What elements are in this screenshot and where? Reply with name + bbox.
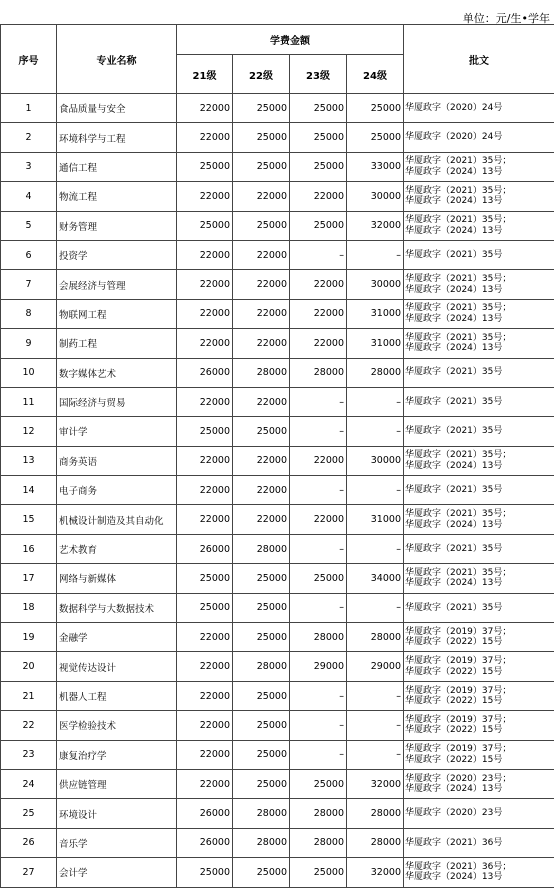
fee-22: 28000 — [233, 534, 290, 563]
approval-doc: 华厦政字（2019）37号； — [405, 715, 554, 726]
approval-doc: 华厦政字（2024）13号 — [405, 196, 554, 207]
approval-doc: 华厦政字（2019）37号； — [405, 627, 554, 638]
table-row — [1, 329, 554, 358]
fee-21: 25000 — [177, 593, 233, 622]
approval-cell — [404, 564, 554, 593]
row-index: 14 — [1, 476, 57, 505]
table-row — [1, 740, 554, 769]
row-index: 17 — [1, 564, 57, 593]
approval-doc: 华厦政字（2021）35号 — [405, 397, 554, 408]
fee-22: 25000 — [233, 123, 290, 152]
fee-23: 25000 — [290, 769, 347, 798]
approval-cell — [404, 769, 554, 798]
fee-24: 33000 — [347, 152, 404, 181]
approval-doc: 华厦政字（2020）24号 — [405, 103, 554, 114]
fee-22: 28000 — [233, 799, 290, 828]
approval-doc: 华厦政字（2021）35号； — [405, 156, 554, 167]
table-body — [1, 94, 554, 888]
fee-22: 22000 — [233, 270, 290, 299]
table-row — [1, 711, 554, 740]
approval-doc: 华厦政字（2021）36号 — [405, 838, 554, 849]
major-name: 音乐学 — [57, 828, 177, 857]
table-row — [1, 623, 554, 652]
approval-doc: 华厦政字（2021）35号； — [405, 509, 554, 520]
fee-24: 28000 — [347, 828, 404, 857]
fee-23: 25000 — [290, 94, 347, 123]
major-name: 物流工程 — [57, 182, 177, 211]
fee-22: 25000 — [233, 94, 290, 123]
fee-21: 22000 — [177, 299, 233, 328]
table-row — [1, 534, 554, 563]
fee-24: – — [347, 681, 404, 710]
fee-22: 22000 — [233, 476, 290, 505]
fee-22: 25000 — [233, 740, 290, 769]
major-name: 电子商务 — [57, 476, 177, 505]
fee-24: 32000 — [347, 858, 404, 887]
major-name: 环境科学与工程 — [57, 123, 177, 152]
fee-23: 25000 — [290, 858, 347, 887]
row-index: 21 — [1, 681, 57, 710]
major-name: 财务管理 — [57, 211, 177, 240]
row-index: 1 — [1, 94, 57, 123]
approval-cell — [404, 652, 554, 681]
table-row — [1, 858, 554, 887]
fee-24: 28000 — [347, 799, 404, 828]
major-name: 机器人工程 — [57, 681, 177, 710]
approval-cell — [404, 740, 554, 769]
fee-23: – — [290, 534, 347, 563]
table-row — [1, 123, 554, 152]
row-index: 4 — [1, 182, 57, 211]
fee-24: 28000 — [347, 358, 404, 387]
approval-cell — [404, 828, 554, 857]
approval-doc: 华厦政字（2024）13号 — [405, 461, 554, 472]
major-name: 制药工程 — [57, 329, 177, 358]
row-index: 25 — [1, 799, 57, 828]
fee-24: – — [347, 711, 404, 740]
row-index: 23 — [1, 740, 57, 769]
fee-21: 22000 — [177, 652, 233, 681]
approval-cell — [404, 358, 554, 387]
row-index: 3 — [1, 152, 57, 181]
fee-24: 32000 — [347, 211, 404, 240]
major-name: 供应链管理 — [57, 769, 177, 798]
fee-21: 22000 — [177, 94, 233, 123]
major-name: 食品质量与安全 — [57, 94, 177, 123]
approval-doc: 华厦政字（2021）35号 — [405, 250, 554, 261]
major-name: 商务英语 — [57, 446, 177, 475]
header-approval: 批文 — [404, 25, 554, 94]
major-name: 医学检验技术 — [57, 711, 177, 740]
approval-doc: 华厦政字（2021）35号 — [405, 367, 554, 378]
major-name: 数据科学与大数据技术 — [57, 593, 177, 622]
fee-21: 22000 — [177, 681, 233, 710]
approval-doc: 华厦政字（2020）24号 — [405, 132, 554, 143]
row-index: 12 — [1, 417, 57, 446]
row-index: 6 — [1, 240, 57, 269]
fee-21: 26000 — [177, 828, 233, 857]
fee-23: – — [290, 476, 347, 505]
fee-23: – — [290, 417, 347, 446]
approval-doc: 华厦政字（2021）35号； — [405, 303, 554, 314]
fee-22: 22000 — [233, 387, 290, 416]
fee-23: 28000 — [290, 358, 347, 387]
fee-22: 28000 — [233, 652, 290, 681]
approval-doc: 华厦政字（2024）13号 — [405, 872, 554, 883]
table-row — [1, 270, 554, 299]
fee-24: – — [347, 240, 404, 269]
fee-21: 25000 — [177, 564, 233, 593]
table-row — [1, 152, 554, 181]
approval-cell — [404, 799, 554, 828]
row-index: 19 — [1, 623, 57, 652]
approval-doc: 华厦政字（2022）15号 — [405, 755, 554, 766]
table-row — [1, 94, 554, 123]
fee-23: 25000 — [290, 211, 347, 240]
row-index: 16 — [1, 534, 57, 563]
approval-cell — [404, 858, 554, 887]
major-name: 审计学 — [57, 417, 177, 446]
header-major: 专业名称 — [57, 25, 177, 94]
fee-21: 26000 — [177, 358, 233, 387]
fee-23: – — [290, 240, 347, 269]
tuition-table — [0, 24, 554, 888]
fee-22: 25000 — [233, 858, 290, 887]
fee-22: 25000 — [233, 593, 290, 622]
fee-23: – — [290, 740, 347, 769]
fee-21: 22000 — [177, 240, 233, 269]
fee-24: – — [347, 593, 404, 622]
fee-21: 26000 — [177, 799, 233, 828]
approval-cell — [404, 211, 554, 240]
approval-cell — [404, 476, 554, 505]
header-fee-group: 学费金额 — [177, 25, 404, 55]
table-row — [1, 358, 554, 387]
fee-21: 22000 — [177, 769, 233, 798]
row-index: 8 — [1, 299, 57, 328]
fee-23: 29000 — [290, 652, 347, 681]
major-name: 会计学 — [57, 858, 177, 887]
unit-label: 单位：元/生•学年 — [463, 10, 550, 26]
fee-21: 22000 — [177, 623, 233, 652]
fee-21: 25000 — [177, 211, 233, 240]
fee-23: 28000 — [290, 828, 347, 857]
table-row — [1, 240, 554, 269]
major-name: 视觉传达设计 — [57, 652, 177, 681]
header-year-21: 21级 — [177, 55, 233, 94]
approval-doc: 华厦政字（2021）36号； — [405, 862, 554, 873]
fee-22: 25000 — [233, 152, 290, 181]
approval-doc: 华厦政字（2024）13号 — [405, 343, 554, 354]
approval-doc: 华厦政字（2024）13号 — [405, 285, 554, 296]
major-name: 环境设计 — [57, 799, 177, 828]
approval-cell — [404, 711, 554, 740]
approval-doc: 华厦政字（2021）35号 — [405, 485, 554, 496]
fee-24: – — [347, 476, 404, 505]
fee-22: 25000 — [233, 769, 290, 798]
fee-23: – — [290, 711, 347, 740]
fee-21: 25000 — [177, 152, 233, 181]
fee-24: 28000 — [347, 623, 404, 652]
major-name: 康复治疗学 — [57, 740, 177, 769]
row-index: 7 — [1, 270, 57, 299]
table-row — [1, 505, 554, 534]
fee-22: 28000 — [233, 358, 290, 387]
header-year-24: 24级 — [347, 55, 404, 94]
approval-cell — [404, 623, 554, 652]
fee-24: 34000 — [347, 564, 404, 593]
row-index: 24 — [1, 769, 57, 798]
fee-21: 25000 — [177, 858, 233, 887]
fee-23: – — [290, 387, 347, 416]
approval-doc: 华厦政字（2022）15号 — [405, 637, 554, 648]
fee-22: 22000 — [233, 240, 290, 269]
fee-24: 31000 — [347, 299, 404, 328]
fee-24: 32000 — [347, 769, 404, 798]
fee-23: 22000 — [290, 446, 347, 475]
fee-21: 26000 — [177, 534, 233, 563]
approval-cell — [404, 123, 554, 152]
approval-cell — [404, 240, 554, 269]
fee-24: 30000 — [347, 270, 404, 299]
fee-24: 29000 — [347, 652, 404, 681]
row-index: 27 — [1, 858, 57, 887]
approval-cell — [404, 417, 554, 446]
approval-doc: 华厦政字（2021）35号 — [405, 426, 554, 437]
fee-21: 22000 — [177, 182, 233, 211]
fee-24: 30000 — [347, 446, 404, 475]
major-name: 会展经济与管理 — [57, 270, 177, 299]
row-index: 22 — [1, 711, 57, 740]
approval-doc: 华厦政字（2021）35号 — [405, 603, 554, 614]
fee-24: – — [347, 417, 404, 446]
fee-22: 25000 — [233, 711, 290, 740]
table-row — [1, 769, 554, 798]
fee-23: 22000 — [290, 329, 347, 358]
major-name: 投资学 — [57, 240, 177, 269]
fee-21: 22000 — [177, 123, 233, 152]
approval-doc: 华厦政字（2021）35号； — [405, 333, 554, 344]
approval-doc: 华厦政字（2024）13号 — [405, 226, 554, 237]
approval-cell — [404, 94, 554, 123]
fee-22: 22000 — [233, 329, 290, 358]
table-row — [1, 828, 554, 857]
table-row — [1, 652, 554, 681]
fee-22: 28000 — [233, 828, 290, 857]
fee-21: 22000 — [177, 740, 233, 769]
approval-cell — [404, 387, 554, 416]
approval-doc: 华厦政字（2021）35号； — [405, 186, 554, 197]
table-row — [1, 299, 554, 328]
fee-22: 22000 — [233, 299, 290, 328]
fee-23: 28000 — [290, 623, 347, 652]
fee-23: 22000 — [290, 182, 347, 211]
major-name: 物联网工程 — [57, 299, 177, 328]
major-name: 国际经济与贸易 — [57, 387, 177, 416]
approval-cell — [404, 270, 554, 299]
approval-doc: 华厦政字（2021）35号； — [405, 215, 554, 226]
fee-21: 22000 — [177, 446, 233, 475]
approval-doc: 华厦政字（2019）37号； — [405, 656, 554, 667]
fee-23: – — [290, 593, 347, 622]
approval-doc: 华厦政字（2021）35号； — [405, 450, 554, 461]
row-index: 10 — [1, 358, 57, 387]
approval-cell — [404, 299, 554, 328]
fee-24: – — [347, 534, 404, 563]
fee-21: 22000 — [177, 387, 233, 416]
approval-doc: 华厦政字（2022）15号 — [405, 667, 554, 678]
approval-doc: 华厦政字（2022）15号 — [405, 696, 554, 707]
fee-23: 28000 — [290, 799, 347, 828]
approval-cell — [404, 182, 554, 211]
major-name: 数字媒体艺术 — [57, 358, 177, 387]
table-row — [1, 182, 554, 211]
fee-23: 25000 — [290, 152, 347, 181]
approval-cell — [404, 681, 554, 710]
fee-22: 25000 — [233, 623, 290, 652]
approval-doc: 华厦政字（2022）15号 — [405, 725, 554, 736]
approval-doc: 华厦政字（2019）37号； — [405, 686, 554, 697]
fee-23: 22000 — [290, 299, 347, 328]
row-index: 2 — [1, 123, 57, 152]
header-year-23: 23级 — [290, 55, 347, 94]
fee-23: 25000 — [290, 564, 347, 593]
fee-22: 25000 — [233, 417, 290, 446]
fee-21: 22000 — [177, 329, 233, 358]
fee-23: – — [290, 681, 347, 710]
major-name: 金融学 — [57, 623, 177, 652]
approval-cell — [404, 446, 554, 475]
approval-doc: 华厦政字（2021）35号； — [405, 274, 554, 285]
table-row — [1, 564, 554, 593]
fee-22: 22000 — [233, 505, 290, 534]
fee-24: 25000 — [347, 94, 404, 123]
major-name: 网络与新媒体 — [57, 564, 177, 593]
approval-doc: 华厦政字（2019）37号； — [405, 744, 554, 755]
fee-21: 25000 — [177, 417, 233, 446]
fee-23: 22000 — [290, 505, 347, 534]
fee-24: 30000 — [347, 182, 404, 211]
fee-21: 22000 — [177, 476, 233, 505]
table-row — [1, 417, 554, 446]
fee-22: 22000 — [233, 446, 290, 475]
row-index: 13 — [1, 446, 57, 475]
fee-22: 25000 — [233, 681, 290, 710]
row-index: 5 — [1, 211, 57, 240]
approval-cell — [404, 329, 554, 358]
approval-doc: 华厦政字（2020）23号； — [405, 774, 554, 785]
fee-22: 25000 — [233, 564, 290, 593]
major-name: 机械设计制造及其自动化 — [57, 505, 177, 534]
approval-doc: 华厦政字（2021）35号 — [405, 544, 554, 555]
table-row — [1, 681, 554, 710]
major-name: 通信工程 — [57, 152, 177, 181]
major-name: 艺术教育 — [57, 534, 177, 563]
fee-21: 22000 — [177, 270, 233, 299]
header-index: 序号 — [1, 25, 57, 94]
row-index: 9 — [1, 329, 57, 358]
fee-24: 31000 — [347, 329, 404, 358]
fee-22: 25000 — [233, 211, 290, 240]
fee-23: 25000 — [290, 123, 347, 152]
approval-cell — [404, 505, 554, 534]
fee-24: 25000 — [347, 123, 404, 152]
fee-24: 31000 — [347, 505, 404, 534]
fee-21: 22000 — [177, 505, 233, 534]
table-row — [1, 593, 554, 622]
row-index: 15 — [1, 505, 57, 534]
table-row — [1, 799, 554, 828]
row-index: 20 — [1, 652, 57, 681]
approval-doc: 华厦政字（2024）13号 — [405, 167, 554, 178]
table-row — [1, 446, 554, 475]
table-row — [1, 476, 554, 505]
approval-cell — [404, 534, 554, 563]
fee-21: 22000 — [177, 711, 233, 740]
approval-doc: 华厦政字（2024）13号 — [405, 520, 554, 531]
approval-cell — [404, 593, 554, 622]
row-index: 11 — [1, 387, 57, 416]
header-year-22: 22级 — [233, 55, 290, 94]
approval-doc: 华厦政字（2024）13号 — [405, 578, 554, 589]
approval-doc: 华厦政字（2024）13号 — [405, 314, 554, 325]
row-index: 26 — [1, 828, 57, 857]
table-row — [1, 211, 554, 240]
fee-22: 22000 — [233, 182, 290, 211]
approval-doc: 华厦政字（2020）23号 — [405, 808, 554, 819]
approval-doc: 华厦政字（2024）13号 — [405, 784, 554, 795]
fee-24: – — [347, 387, 404, 416]
approval-doc: 华厦政字（2021）35号； — [405, 568, 554, 579]
approval-cell — [404, 152, 554, 181]
row-index: 18 — [1, 593, 57, 622]
fee-23: 22000 — [290, 270, 347, 299]
table-row — [1, 387, 554, 416]
fee-24: – — [347, 740, 404, 769]
